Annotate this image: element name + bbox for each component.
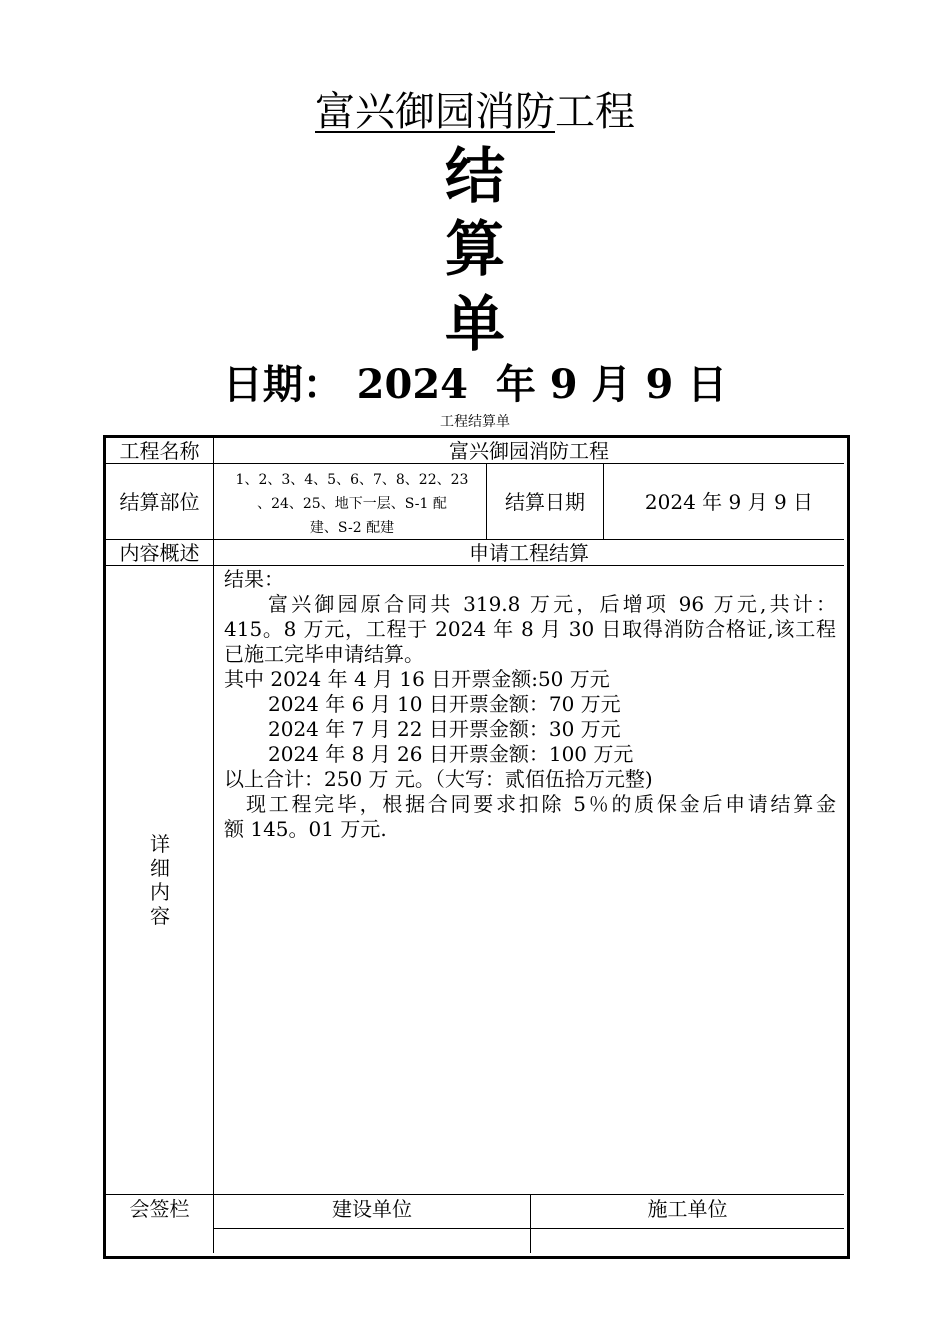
table-caption: 工程结算单 bbox=[440, 414, 510, 430]
detail-line: 额 145。01 万元. bbox=[224, 817, 387, 841]
detail-line: 富兴御园原合同共 319.8 万元，后增项 96 万元,共计： bbox=[268, 592, 836, 616]
builder-label: 建设单位 bbox=[332, 1197, 412, 1221]
project-name-value: 富兴御园消防工程 bbox=[449, 439, 609, 463]
contractor-label: 施工单位 bbox=[647, 1197, 728, 1221]
signoff-label: 会签栏 bbox=[129, 1197, 190, 1221]
scope-line: 1、2、3、4、5、6、7、8、22、23 bbox=[235, 472, 469, 488]
detail-line: 2024 年 6 月 10 日开票金额：70 万元 bbox=[268, 692, 621, 716]
detail-line: 现工程完毕，根据合同要求扣除 5％的质保金后申请结算金 bbox=[246, 792, 836, 816]
detail-label-char: 详 bbox=[150, 832, 170, 856]
scope-value bbox=[218, 468, 486, 540]
project-name-label: 工程名称 bbox=[119, 439, 200, 463]
summary-value: 申请工程结算 bbox=[469, 541, 589, 565]
row-divider bbox=[106, 1194, 844, 1195]
doc-type-char-2: 算 bbox=[445, 215, 505, 285]
settle-date-value: 2024 年 9 月 9 日 bbox=[644, 490, 814, 514]
detail-line: 已施工完毕申请结算。 bbox=[224, 642, 424, 666]
detail-line: 2024 年 8 月 26 日开票金额：100 万元 bbox=[268, 742, 634, 766]
scope-line: 建、S-2 配建 bbox=[309, 520, 395, 536]
summary-label: 内容概述 bbox=[119, 541, 200, 565]
detail-line: 其中 2024 年 4 月 16 日开票金额:50 万元 bbox=[224, 667, 610, 691]
detail-line: 2024 年 7 月 22 日开票金额：30 万元 bbox=[268, 717, 621, 741]
detail-line: 结果： bbox=[224, 567, 284, 591]
title-rest: 工程 bbox=[555, 89, 635, 135]
scope-label: 结算部位 bbox=[119, 490, 200, 514]
title-underlined: 富兴御园消防 bbox=[315, 89, 555, 135]
doc-type-char-1: 结 bbox=[445, 142, 505, 212]
row-divider bbox=[214, 1228, 844, 1229]
detail-label-char: 内 bbox=[150, 880, 170, 904]
row-divider bbox=[106, 463, 844, 464]
detail-label bbox=[106, 832, 214, 928]
settle-date-label: 结算日期 bbox=[505, 490, 585, 514]
row-divider bbox=[106, 565, 844, 566]
document-date: 日期： 2024 年 9 月 9 日 bbox=[222, 361, 728, 408]
detail-line: 以上合计：250 万 元。（大写：贰佰伍拾万元整) bbox=[224, 767, 653, 791]
detail-label-char: 细 bbox=[150, 856, 170, 880]
detail-content bbox=[224, 567, 836, 842]
detail-label-char: 容 bbox=[150, 904, 170, 928]
doc-type-char-3: 单 bbox=[445, 290, 505, 360]
document-title bbox=[0, 88, 950, 136]
detail-line: 415。8 万元，工程于 2024 年 8 月 30 日取得消防合格证,该工程 bbox=[224, 617, 836, 641]
scope-line: 、24、25、地下一层、S-1 配 bbox=[257, 496, 447, 512]
